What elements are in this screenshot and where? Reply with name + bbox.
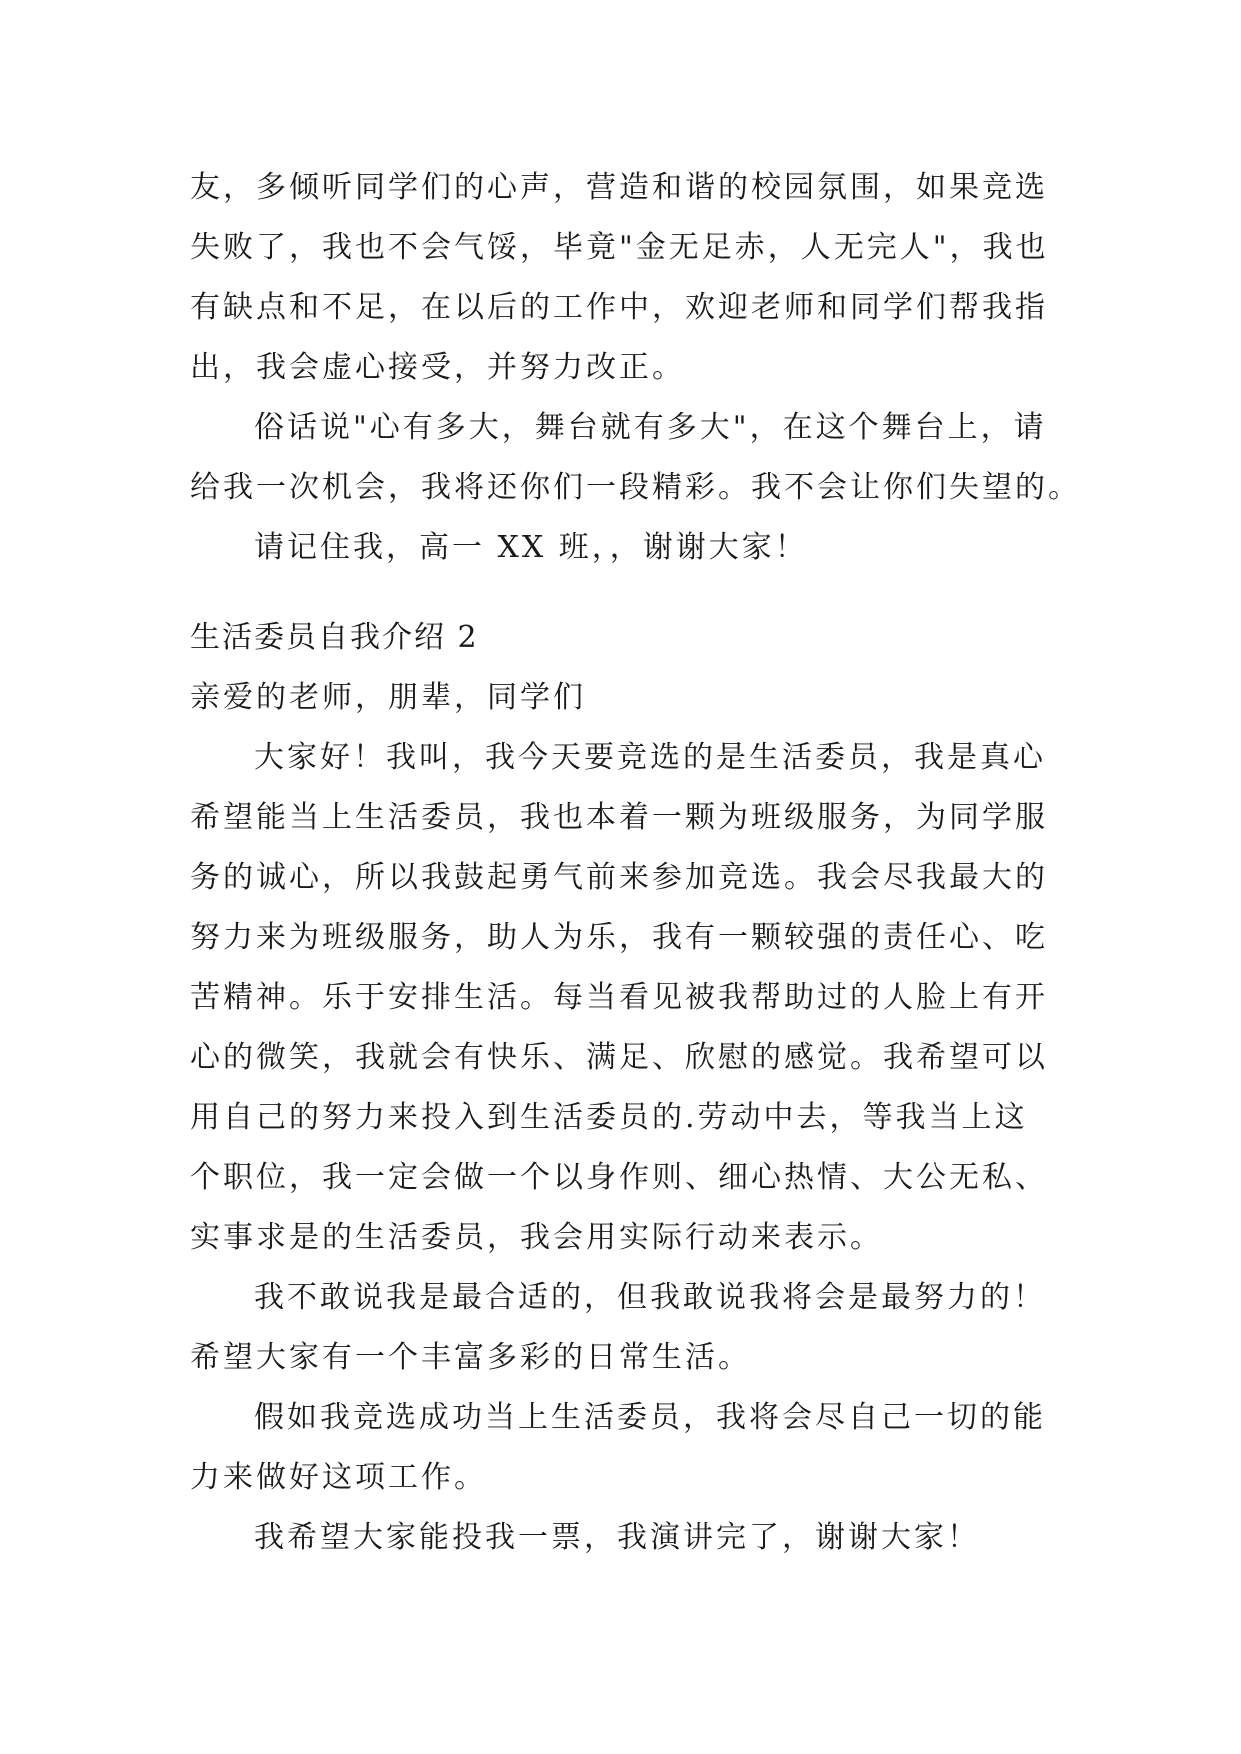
salutation: 亲爱的老师，朋辈，同学们 [190, 680, 586, 715]
text-line: 实事求是的生活委员，我会用实际行动来表示。 [190, 1220, 883, 1255]
text-line: 给我一次机会，我将还你们一段精彩。我不会让你们失望的。 [190, 470, 1081, 505]
text-line: 希望能当上生活委员，我也本着一颗为班级服务，为同学服 [190, 800, 1048, 835]
text-line: 大家好！我叫，我今天要竞选的是生活委员，我是真心 [254, 740, 1046, 775]
text-line: 我希望大家能投我一票，我演讲完了，谢谢大家！ [254, 1520, 980, 1555]
text-line: 努力来为班级服务，助人为乐，我有一颗较强的责任心、吃 [190, 920, 1048, 955]
paragraph-continued-3 [190, 518, 1050, 578]
text-line: 用自己的努力来投入到生活委员的.劳动中去，等我当上这 [190, 1100, 1028, 1135]
paragraph-section2-2 [190, 1268, 1050, 1388]
continued-section [190, 158, 1081, 578]
text-line: 个职位，我一定会做一个以身作则、细心热情、大公无私、 [190, 1160, 1048, 1195]
text-line: 心的微笑，我就会有快乐、满足、欣慰的感觉。我希望可以 [190, 1040, 1048, 1075]
text-line: 失败了，我也不会气馁，毕竟"金无足赤，人无完人"，我也 [190, 230, 1049, 265]
text-line: 苦精神。乐于安排生活。每当看见被我帮助过的人脸上有开 [190, 980, 1048, 1015]
text-line: 友，多倾听同学们的心声，营造和谐的校园氛围，如果竞选 [190, 170, 1048, 205]
text-line: 请记住我，高一 XX 班，，谢谢大家！ [254, 530, 808, 565]
text-line: 有缺点和不足，在以后的工作中，欢迎老师和同学们帮我指 [190, 290, 1048, 325]
text-line: 希望大家有一个丰富多彩的日常生活。 [190, 1340, 751, 1375]
paragraph-section2-4 [190, 1508, 1050, 1568]
text-line: 务的诚心，所以我鼓起勇气前来参加竞选。我会尽我最大的 [190, 860, 1048, 895]
text-line: 力来做好这项工作。 [190, 1460, 487, 1495]
paragraph-continued-2 [190, 398, 1081, 518]
section-title: 生活委员自我介绍 2 [190, 620, 479, 655]
text-line: 我不敢说我是最合适的，但我敢说我将会是最努力的！ [254, 1280, 1046, 1315]
paragraph-section2-1 [190, 728, 1050, 1268]
text-line: 假如我竞选成功当上生活委员，我将会尽自己一切的能 [254, 1400, 1046, 1435]
section-2 [190, 608, 1050, 1568]
text-line: 出，我会虚心接受，并努力改正。 [190, 350, 685, 385]
text-line: 俗话说"心有多大，舞台就有多大"，在这个舞台上，请 [254, 410, 1047, 445]
paragraph-section2-3 [190, 1388, 1050, 1508]
paragraph-continued-1 [190, 158, 1050, 398]
